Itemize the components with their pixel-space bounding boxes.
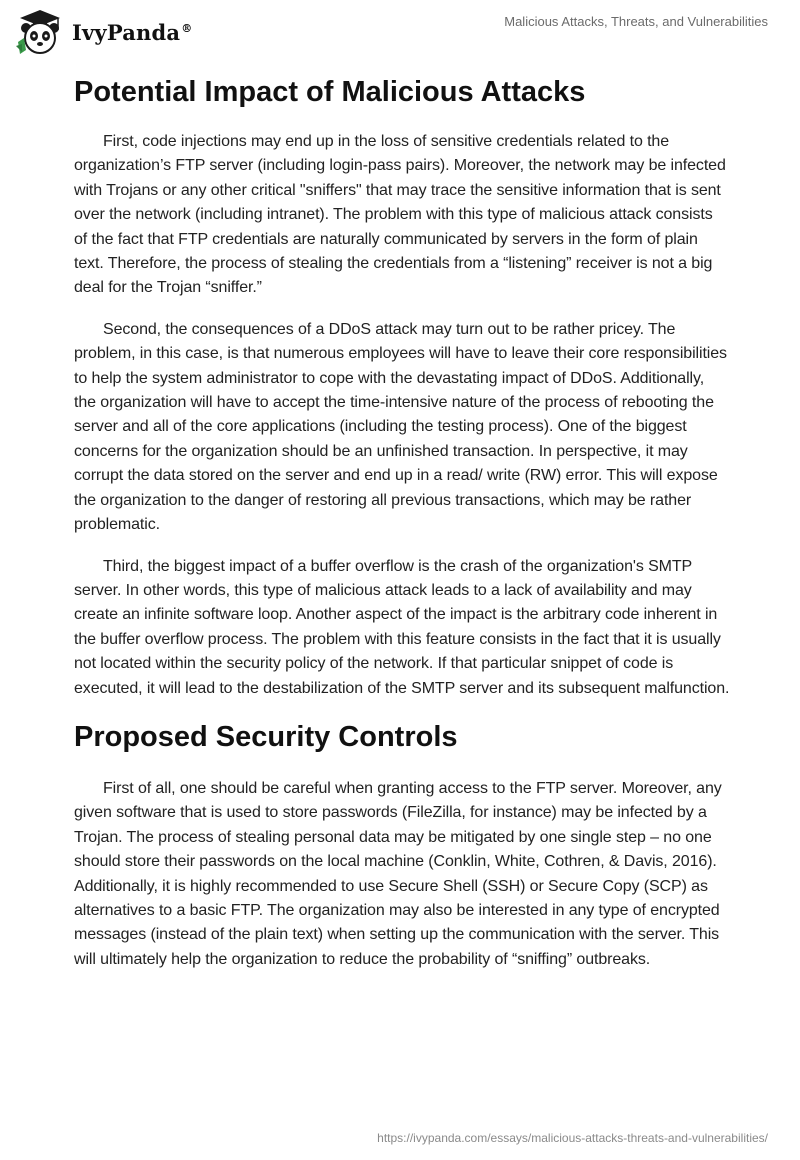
registered-mark: ® [181, 21, 193, 35]
ivypanda-logo[interactable] [14, 8, 192, 56]
section-heading-impact: Potential Impact of Malicious Attacks [74, 76, 586, 108]
document-title: Malicious Attacks, Threats, and Vulnerabilities [504, 14, 768, 29]
paragraph: First of all, one should be careful when granting access to the FTP server. Moreover, any given software that is used to store passwords (FileZilla, for instance) may be infected by a Trojan. The process of stealing personal data may be mitigated by one single step – no one should store their passwords on the local machine (Conklin, White, Cothren, & Davis, 2016). Additionally, it is highly recommended to use Secure Shell (SSH) or Secure Copy (SCP) as alternatives to a basic FTP. The organization may also be interested in any type of encrypted messages (instead of the plain text) when setting up the communication with the server. This will ultimately help the organization to reduce the probability of “sniffing” outbreaks. [74, 779, 722, 968]
essay-content [74, 72, 730, 989]
brand-name [72, 20, 192, 45]
panda-logo-icon [14, 8, 66, 56]
paragraph: Second, the consequences of a DDoS attack may turn out to be rather pricey. The problem, in this case, is that numerous employees will have to leave their core responsibilities to help the system administrator to cope with the devastating impact of DDoS. Additionally, the organization will have to accept the time-intensive nature of the process of rebooting the server and all of the core applications (including the testing process). One of the biggest concerns for the organization should be an unfinished transaction. In perspective, it may corrupt the data stored on the server and end up in a read/ write (RW) error. This will expose the organization to the danger of restoring all previous transactions, which may be rather problematic. [74, 320, 727, 534]
paragraph: First, code injections may end up in the loss of sensitive credentials related to the organization’s FTP server (including login-pass pairs). Moreover, the network may be infected with Trojans or any other critical "sniffers" that may trace the sensitive information that is sent over the network (including intranet). The problem with this type of malicious attack consists of the fact that FTP credentials are naturally communicated by servers in the form of plain text. Therefore, the process of stealing the credentials from a “listening” receiver is not a big deal for the Trojan “sniffer.” [74, 133, 726, 297]
paragraph: Third, the biggest impact of a buffer overflow is the crash of the organization's SMTP server. In other words, this type of malicious attack leads to a lack of availability and may create an infinite software loop. Another aspect of the impact is the arbitrary code inherent in the buffer overflow process. The problem with this feature consists in the fact that it is usually not located within the security policy of the network. If that particular snippet of code is executed, it will lead to the destabilization of the SMTP server and its subsequent malfunction. [74, 557, 730, 697]
section-heading-controls: Proposed Security Controls [74, 720, 458, 753]
source-url[interactable]: https://ivypanda.com/essays/malicious-attacks-threats-and-vulnerabilities/ [377, 1131, 768, 1145]
page-header [0, 0, 800, 70]
brand-name-text: IvyPanda [72, 19, 181, 45]
